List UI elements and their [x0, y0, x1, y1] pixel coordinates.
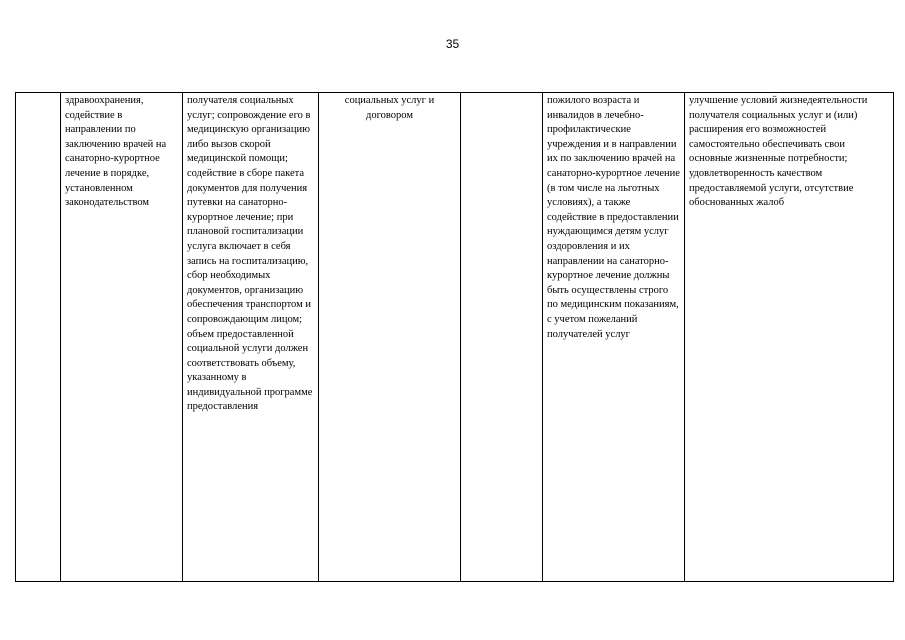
table-cell-service-evaluation: улучшение условий жизнедеятельности получателя социальных услуг и (или) расширения его возможностей самостоятельно обеспечивать свои основные жизненные потребности; удовлетворенность качеством предоставляемой услуги, отсутствие обоснованных жалоб: [685, 93, 894, 582]
table-cell-service-timing: [461, 93, 543, 582]
table-cell-service-description: получателя социальных услуг; сопровождение его в медицинскую организацию либо вызов скорой медицинской помощи; содействие в сборе пакета документов для получения путевки на санаторно-курортное лечение; при плановой госпитализации услуга включает в себя запись на госпитализацию, сбор необходимых документов, организацию обеспечения транспортом и сопровождающим лицом; объем предоставленной социальной услуги должен соответствовать объему, указанному в индивидуальной программе предоставления: [183, 93, 319, 582]
services-table: [15, 92, 894, 582]
table-row: [16, 93, 894, 582]
table-cell-service-name: здравоохранения, содействие в направлении по заключению врачей на санаторно-курортное лечение в порядке, установленном законодательством: [61, 93, 183, 582]
table-cell-number: [16, 93, 61, 582]
page-number: 35: [445, 37, 460, 51]
table-cell-service-volume: социальных услуг и договором: [319, 93, 461, 582]
table-cell-service-conditions: пожилого возраста и инвалидов в лечебно-профилактические учреждения и в направлении их по заключению врачей на санаторно-курортное лечение (в том числе на льготных условиях), а также содействие в предоставлении нуждающимся детям услуг оздоровления и их направлении на санаторно-курортное лечение должны быть осуществлены строго по медицинским показаниям, с учетом пожеланий получателей услуг: [543, 93, 685, 582]
